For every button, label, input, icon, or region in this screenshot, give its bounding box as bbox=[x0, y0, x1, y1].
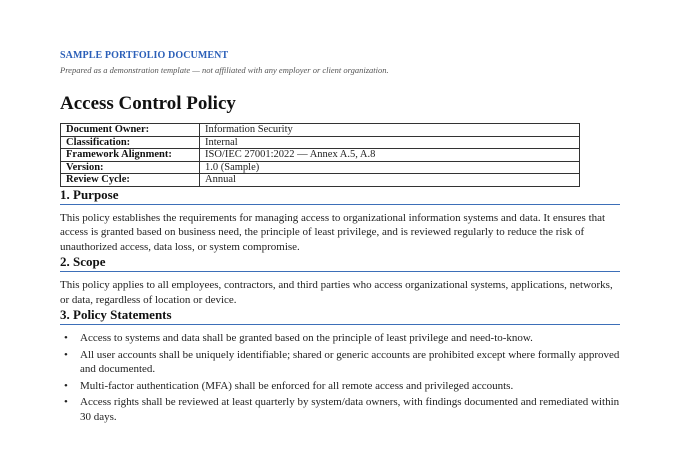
document-title: Access Control Policy bbox=[60, 93, 236, 114]
table-row bbox=[61, 136, 580, 149]
list-item-text: Multi-factor authentication (MFA) shall be enforced for all remote access and privileged accounts. bbox=[80, 379, 514, 392]
table-row bbox=[61, 174, 580, 187]
meta-key: Review Cycle: bbox=[61, 174, 200, 187]
meta-value: Information Security bbox=[200, 124, 580, 137]
section-heading-scope: 2. Scope bbox=[60, 254, 620, 272]
list-item-text: Access rights shall be reviewed at least quarterly by system/data owners, with findings documented and remediated within 30 days. bbox=[80, 396, 620, 423]
meta-value: ISO/IEC 27001:2022 — Annex A.5, A.8 bbox=[200, 149, 580, 162]
purpose-paragraph: This policy establishes the requirements for managing access to organizational information systems and data. It ensures that access is granted based on business need, the principle of least privilege, and is reviewed regularly to reduce the risk of unauthorized access, data loss, or system compromise. bbox=[60, 211, 606, 253]
list-item bbox=[60, 379, 620, 394]
meta-key: Classification: bbox=[61, 136, 200, 149]
list-item-text: Access to systems and data shall be granted based on the principle of least privilege and need-to-know. bbox=[80, 332, 533, 344]
list-item bbox=[60, 331, 620, 346]
table-row bbox=[61, 124, 580, 137]
document-metadata-table bbox=[60, 123, 580, 187]
section-heading-purpose: 1. Purpose bbox=[60, 187, 620, 205]
bullet-icon: • bbox=[64, 348, 68, 361]
bullet-icon: • bbox=[64, 332, 68, 344]
sample-document-label: SAMPLE PORTFOLIO DOCUMENT bbox=[60, 50, 229, 61]
section-heading-policy-statements: 3. Policy Statements bbox=[60, 307, 620, 325]
list-item-text: All user accounts shall be uniquely identifiable; shared or generic accounts are prohibited except where formally approved and documented. bbox=[80, 348, 620, 375]
meta-key: Version: bbox=[61, 161, 200, 174]
scope-paragraph: This policy applies to all employees, contractors, and third parties who access organizational systems, applications, networks, or data, regardless of location or device. bbox=[60, 279, 613, 306]
list-item bbox=[60, 348, 620, 377]
meta-value: 1.0 (Sample) bbox=[200, 161, 580, 174]
bullet-icon: • bbox=[64, 379, 68, 392]
meta-key: Framework Alignment: bbox=[61, 149, 200, 162]
meta-value: Internal bbox=[200, 136, 580, 149]
disclaimer-subtitle: Prepared as a demonstration template — not affiliated with any employer or client organization. bbox=[60, 65, 389, 75]
meta-value: Annual bbox=[200, 174, 580, 187]
list-item bbox=[60, 395, 620, 424]
table-row bbox=[61, 161, 580, 174]
policy-statements-list bbox=[60, 331, 620, 424]
meta-key: Document Owner: bbox=[61, 124, 200, 137]
document-page bbox=[60, 49, 620, 426]
table-row bbox=[61, 149, 580, 162]
bullet-icon: • bbox=[64, 396, 68, 408]
